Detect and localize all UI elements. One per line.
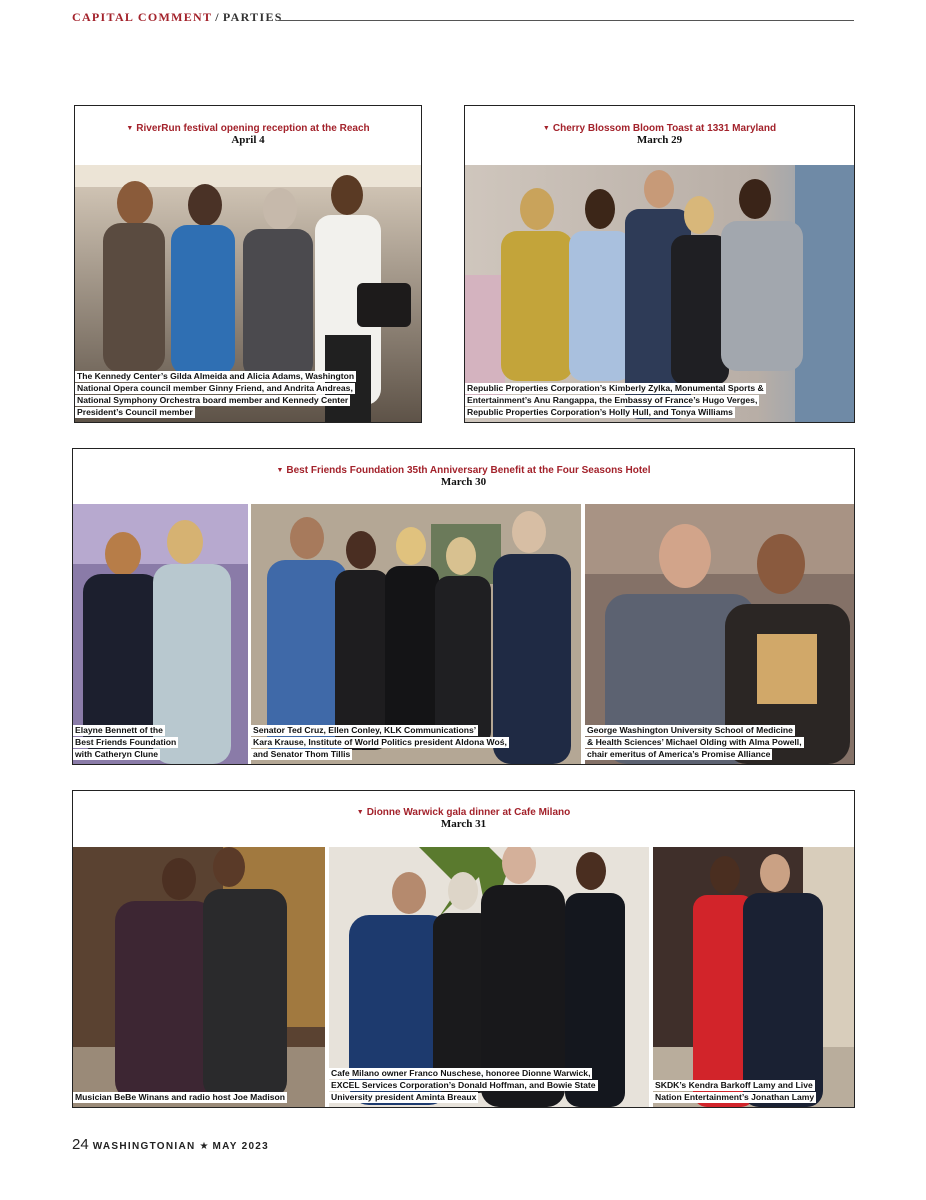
page-number: 24 xyxy=(72,1136,89,1153)
event-date: March 31 xyxy=(440,818,487,830)
event-date: March 29 xyxy=(636,134,683,146)
event-cherry-blossom xyxy=(464,105,855,423)
event-date: March 30 xyxy=(440,476,487,488)
triangle-icon: ▼ xyxy=(126,125,134,132)
event-title: Dionne Warwick gala dinner at Cafe Milano xyxy=(366,807,571,818)
section-name: CAPITAL COMMENT xyxy=(72,10,213,24)
photo-caption: George Washington University School of Medicine & Health Sciences’ Michael Olding with Alma Powell, chair emeritus of America’s Promise Alliance xyxy=(587,725,802,759)
event-date: April 4 xyxy=(231,134,265,146)
event-photo xyxy=(73,504,248,764)
triangle-icon: ▼ xyxy=(276,467,284,474)
photo-caption: Republic Properties Corporation’s Kimberly Zylka, Monumental Sports & Entertainment’s Anu Rangappa, the Embassy of France’s Hugo Verges, Republic Properties Corporation’s Holly Hull, and Tonya Williams xyxy=(467,383,764,417)
header-separator: / xyxy=(215,10,220,24)
event-best-friends xyxy=(72,448,855,765)
magazine-name: WASHINGTONIAN xyxy=(92,1141,196,1152)
photo-caption: SKDK’s Kendra Barkoff Lamy and Live Nation Entertainment’s Jonathan Lamy xyxy=(655,1080,815,1102)
event-title: Best Friends Foundation 35th Anniversary Benefit at the Four Seasons Hotel xyxy=(286,465,651,476)
event-photo xyxy=(465,165,854,422)
event-title: Cherry Blossom Bloom Toast at 1331 Maryland xyxy=(552,123,777,134)
triangle-icon: ▼ xyxy=(542,125,550,132)
event-dionne-warwick xyxy=(72,790,855,1108)
triangle-icon: ▼ xyxy=(356,809,364,816)
photo-illustration xyxy=(653,847,854,1107)
star-icon: ★ xyxy=(199,1141,209,1152)
subsection-name: PARTIES xyxy=(222,10,283,24)
event-riverrun xyxy=(74,105,422,423)
photo-caption: Elayne Bennett of the Best Friends Foundation with Catheryn Clune xyxy=(75,725,177,759)
event-photo xyxy=(75,165,421,422)
photo-caption: Cafe Milano owner Franco Nuschese, honoree Dionne Warwick, EXCEL Services Corporation’s Donald Hoffman, and Bowie State University president Aminta Breaux xyxy=(331,1068,596,1102)
photo-caption: Musician BeBe Winans and radio host Joe Madison xyxy=(75,1092,286,1102)
photo-illustration xyxy=(73,847,325,1107)
event-photo xyxy=(585,504,854,764)
issue-date: MAY 2023 xyxy=(212,1141,270,1152)
page-footer xyxy=(72,1136,269,1156)
event-photo xyxy=(251,504,581,764)
event-photo xyxy=(329,847,649,1107)
photo-caption: The Kennedy Center’s Gilda Almeida and Alicia Adams, Washington National Opera council member Ginny Friend, and Andrita Andreas, National Symphony Orchestra board member and Kennedy Center President’s Council member xyxy=(77,371,355,417)
section-header xyxy=(72,10,854,28)
event-photo xyxy=(73,847,325,1107)
event-title: RiverRun festival opening reception at the Reach xyxy=(136,123,370,134)
event-photo xyxy=(653,847,854,1107)
photo-caption: Senator Ted Cruz, Ellen Conley, KLK Communications’ Kara Krause, Institute of World Politics president Aldona Woś, and Senator Thom Tillis xyxy=(253,725,507,759)
header-rule xyxy=(278,20,854,21)
